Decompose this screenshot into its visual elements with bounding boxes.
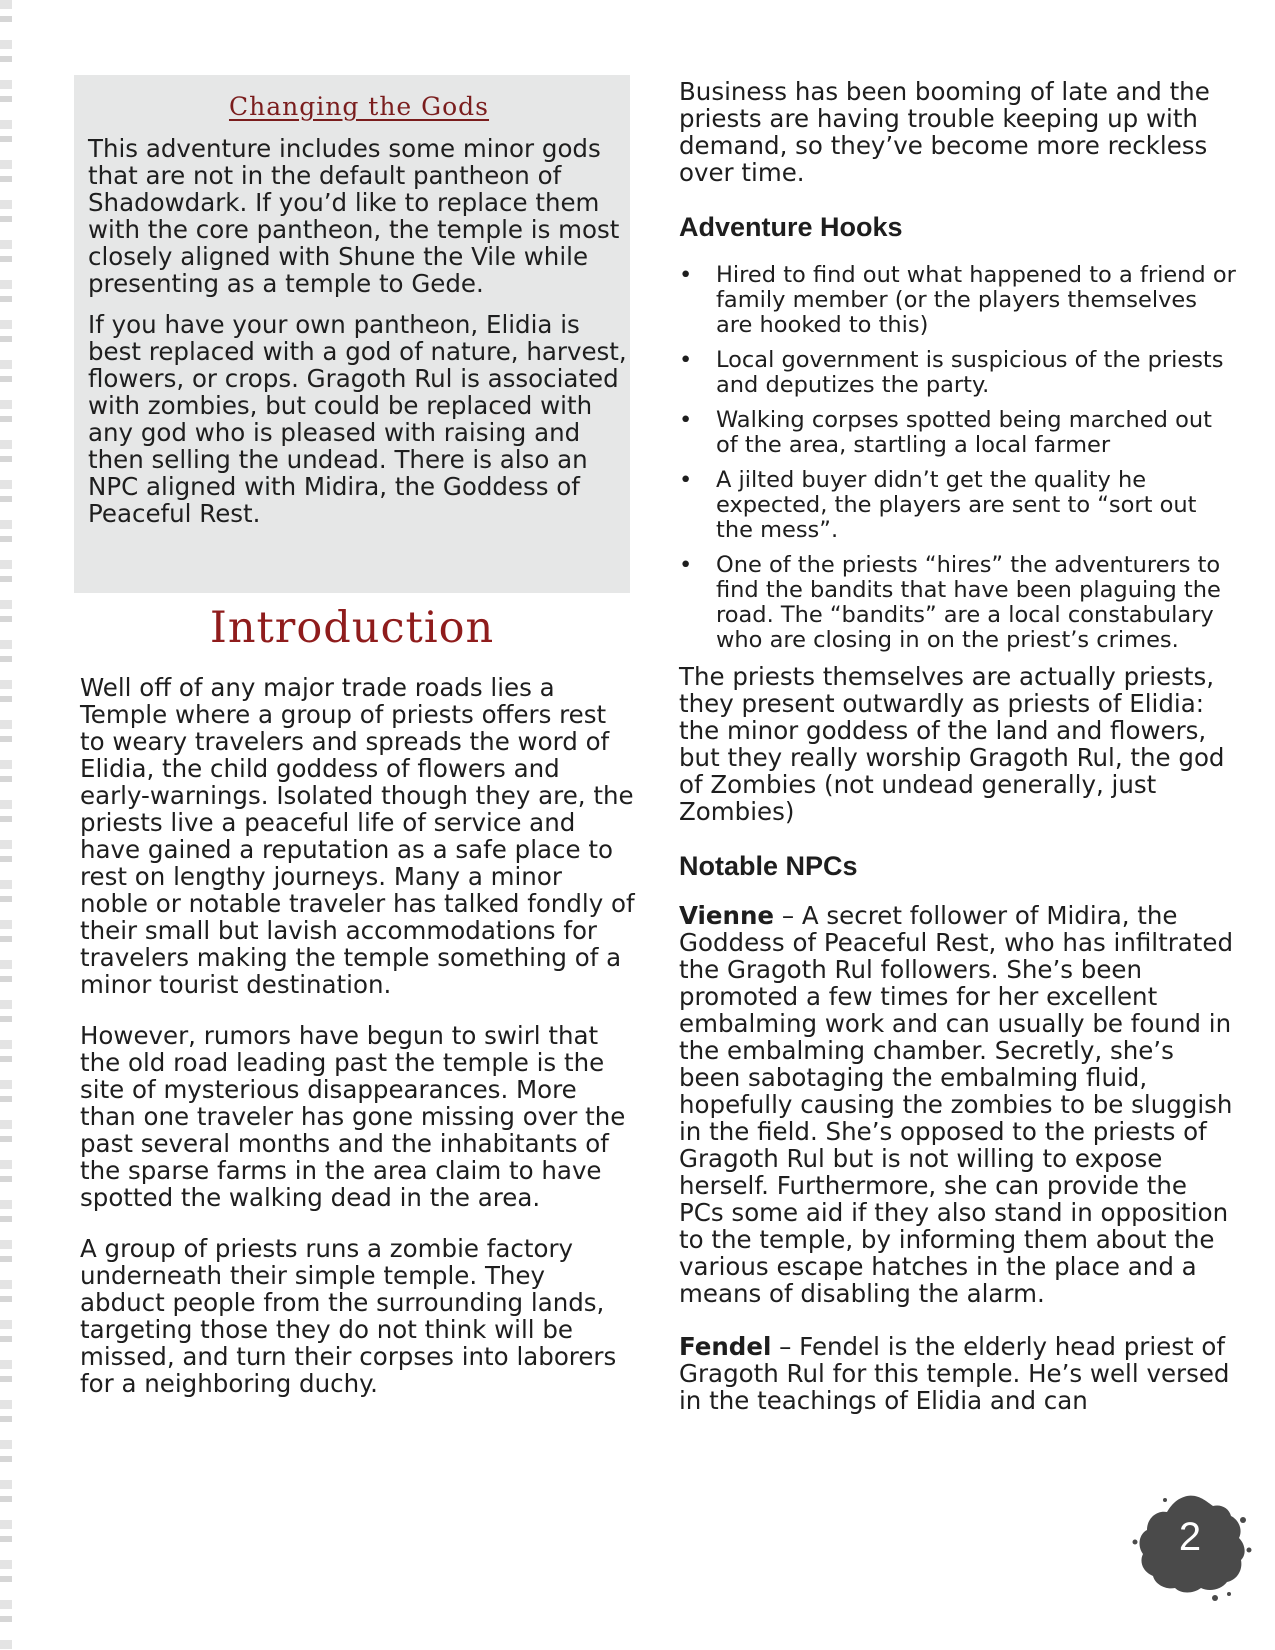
npc-description: – A secret follower of Midira, the Goddess of Peaceful Rest, who has infiltrated the Gragoth Rul followers. She’s been promoted a few times for her excellent embalming work and can usually be found in the embalming chamber. Secretly, she’s been sabotaging the embalming fluid, hopefully causing the zombies to be sluggish in the field. She’s opposed to the priests of Gragoth Rul but is not willing to expose herself. Furthermore, she can provide the PCs some aid if they also stand in opposition to the temple, by informing them about the various escape hatches in the place and a means of disabling the alarm. bbox=[679, 901, 1234, 1308]
hook-text: Walking corpses spotted being marched out of the area, startling a local farmer bbox=[716, 407, 1212, 458]
npc-description: – Fendel is the elderly head priest of Gragoth Rul for this temple. He’s well versed in the teachings of Elidia and can bbox=[679, 1332, 1230, 1415]
list-item bbox=[679, 348, 1239, 398]
page-number: 2 bbox=[1178, 1515, 1202, 1559]
bullet-icon: • bbox=[679, 262, 693, 288]
npc-entry-vienne bbox=[679, 902, 1239, 1307]
sidebar-paragraph: If you have your own pantheon, Elidia is best replaced with a god of nature, harvest, flowers, or crops. Gragoth Rul is associated with zombies, but could be replaced with any god who is pleased with raising and then selling the undead. There is also an NPC aligned with Midira, the Goddess of Peaceful Rest. bbox=[88, 310, 627, 528]
section-title-introduction: Introduction bbox=[209, 603, 495, 653]
body-paragraph: The priests themselves are actually priests, they present outwardly as priests of Elidia: the minor goddess of the land and flowers, but they really worship Gragoth Rul, the god of Zombies (not undead generally, just Zombies) bbox=[679, 662, 1225, 826]
page-edge-decoration bbox=[0, 0, 12, 1650]
bullet-icon: • bbox=[679, 407, 693, 433]
sidebar-paragraph: This adventure includes some minor gods that are not in the default pantheon of Shadowdark. If you’d like to replace them with the core pantheon, the temple is most closely aligned with Shune the Vile while presenting as a temple to Gede. bbox=[88, 134, 620, 298]
introduction-body bbox=[80, 674, 636, 1421]
list-item bbox=[679, 263, 1239, 338]
sidebar-title: Changing the Gods bbox=[228, 92, 490, 121]
list-item bbox=[679, 553, 1239, 653]
body-paragraph: Business has been booming of late and the priests are having trouble keeping up with demand, so they’ve become more reckless over time. bbox=[679, 77, 1210, 187]
hook-text: Hired to find out what happened to a friend or family member (or the players themselves are hooked to this) bbox=[716, 262, 1236, 338]
adventure-hooks-list bbox=[679, 263, 1239, 653]
bullet-icon: • bbox=[679, 467, 693, 493]
adventure-hooks-heading: Adventure Hooks bbox=[679, 212, 903, 242]
bullet-icon: • bbox=[679, 552, 693, 578]
npc-name: Fendel bbox=[679, 1332, 772, 1361]
list-item bbox=[679, 408, 1239, 458]
notable-npcs-heading: Notable NPCs bbox=[679, 851, 858, 881]
body-paragraph: A group of priests runs a zombie factory underneath their simple temple. They abduct people from the surrounding lands, targeting those they do not think will be missed, and turn their corpses into laborers for a neighboring duchy. bbox=[80, 1234, 617, 1398]
npc-entry-fendel bbox=[679, 1333, 1239, 1414]
npc-name: Vienne bbox=[679, 901, 775, 930]
body-paragraph: Well off of any major trade roads lies a Temple where a group of priests offers rest to weary travelers and spreads the word of Elidia, the child goddess of flowers and early-warnings. Isolated though they are, the priests live a peaceful life of service and have gained a reputation as a safe place to rest on lengthy journeys. Many a minor noble or notable traveler has talked fondly of their small but lavish accommodations for travelers making the temple something of a minor tourist destination. bbox=[80, 673, 635, 999]
right-column bbox=[679, 78, 1239, 1440]
hook-text: Local government is suspicious of the priests and deputizes the party. bbox=[716, 347, 1224, 398]
list-item bbox=[679, 468, 1239, 543]
hook-text: A jilted buyer didn’t get the quality he expected, the players are sent to “sort out the mess”. bbox=[716, 467, 1197, 543]
bullet-icon: • bbox=[679, 347, 693, 373]
hook-text: One of the priests “hires” the adventurers to find the bandits that have been plaguing the road. The “bandits” are a local constabulary who are closing in on the priest’s crimes. bbox=[716, 552, 1221, 653]
sidebar-box bbox=[74, 75, 630, 593]
body-paragraph: However, rumors have begun to swirl that the old road leading past the temple is the site of mysterious disappearances. More than one traveler has gone missing over the past several months and the inhabitants of the sparse farms in the area claim to have spotted the walking dead in the area. bbox=[80, 1021, 626, 1212]
